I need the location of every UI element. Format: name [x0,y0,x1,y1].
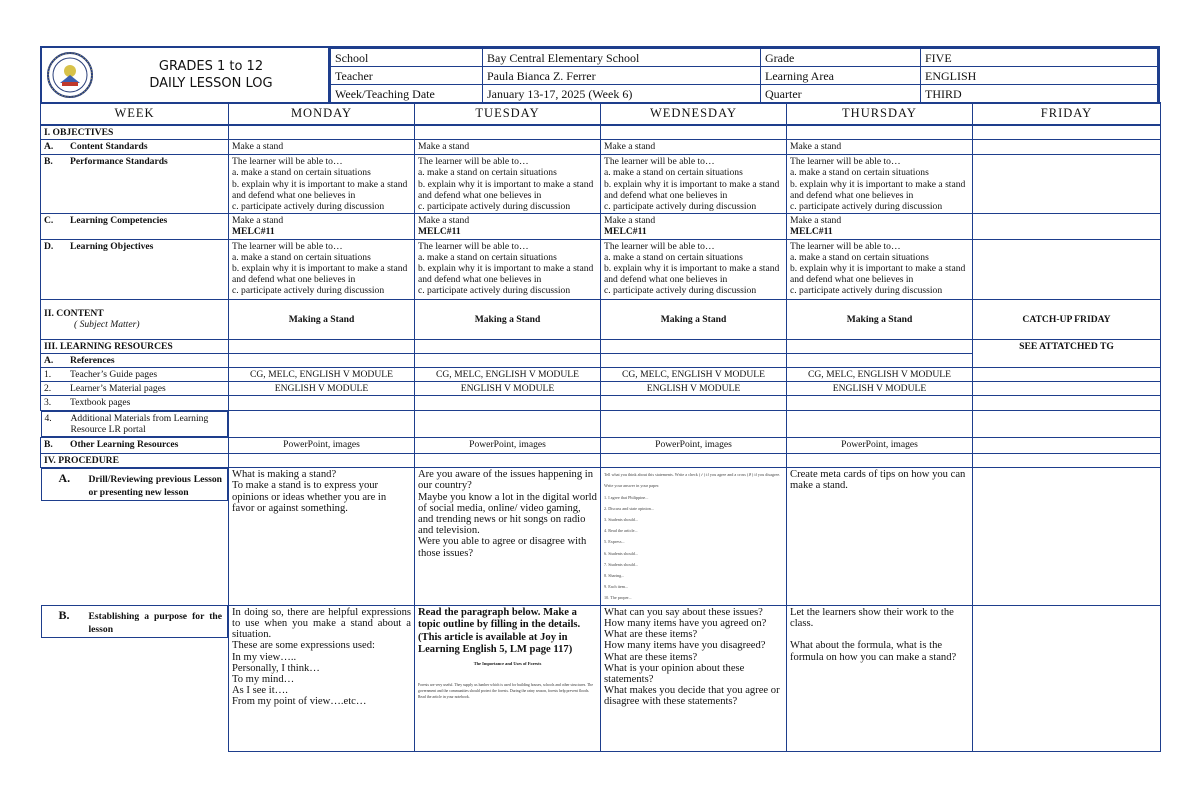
school-label: School [331,49,483,67]
cell-line: b. explain why it is important to make a stand and defend what one believes in [604,263,780,286]
log-title [94,58,328,92]
lm-ref: ENGLISH V MODULE [601,382,787,396]
other-resources-row [41,438,1161,454]
melc-code: MELC#11 [232,226,275,238]
friday-resources: SEE ATTATCHED TG [973,339,1161,367]
cell-line: The learner will be able to… [232,240,343,252]
row-letter: B. [58,608,70,623]
melc-code: MELC#11 [790,226,833,238]
date-label: Week/Teaching Date [331,85,483,103]
cell-line: a. make a stand on certain situations [418,251,557,263]
cell-line: c. participate actively during discussion [418,285,571,297]
textbook-row: 3. Textbook pages [41,396,1161,410]
cell-line: a. make a stand on certain situations [790,167,929,179]
cell-line: b. explain why it is important to make a stand and defend what one believes in [418,178,594,201]
cell-line: b. explain why it is important to make a stand and defend what one believes in [604,178,780,201]
learning-objectives-row [41,239,1161,299]
title-line-2: DAILY LESSON LOG [149,76,273,91]
content-topic: Making a Stand [601,299,787,339]
col-thursday: THURSDAY [787,103,973,125]
col-wednesday: WEDNESDAY [601,103,787,125]
drill-tuesday: Are you aware of the issues happening in our country? Maybe you know a lot in the digital world of social media, online/ video gaming, and trending news or hit songs on radio and television. Were you able to agree or disagree with those issues? [415,468,601,605]
row-letter: B. [44,439,53,451]
cell-line: Make a stand [604,215,656,227]
cell-line: a. make a stand on certain situations [418,167,557,179]
tg-label: Teacher’s Guide pages [70,369,158,381]
daily-lesson-log [40,46,1160,752]
content-standards-row [41,140,1161,155]
purpose-row [41,605,1161,751]
resources-row [41,339,1161,353]
cell-line: a. make a stand on certain situations [604,167,743,179]
cell-line: Make a stand [418,215,470,227]
lm-ref: ENGLISH V MODULE [229,382,415,396]
col-tuesday: TUESDAY [415,103,601,125]
cell-line: b. explain why it is important to make a stand and defend what one believes in [232,178,408,201]
learning-objectives-label: Learning Objectives [70,240,154,252]
cell-text: Make a stand [787,140,973,155]
tg-row: 1. Teacher’s Guide pages CG, MELC, ENGLISH V MODULE CG, MELC, ENGLISH V MODULE CG, MELC, ENGLISH V MODULE CG, MELC, ENGLISH V MODULE [41,368,1161,382]
melc-code: MELC#11 [418,226,461,238]
quarter-label: Quarter [761,85,921,103]
content-topic: Making a Stand [787,299,973,339]
procedure-row [41,454,1161,468]
cell-line: The learner will be able to… [604,240,715,252]
cell-line: b. explain why it is important to make a stand and defend what one believes in [418,263,594,286]
col-monday: MONDAY [229,103,415,125]
lm-label: Learner’s Material pages [70,383,166,395]
area-value: ENGLISH [921,67,1158,85]
cell-line: The learner will be able to… [604,156,715,168]
tg-ref: CG, MELC, ENGLISH V MODULE [787,368,973,382]
cell-line: c. participate actively during discussion [790,285,943,297]
catch-up-friday: CATCH-UP FRIDAY [973,299,1161,339]
grade-value: FIVE [921,49,1158,67]
competencies-label: Learning Competencies [70,215,168,227]
cell-text: Make a stand [601,140,787,155]
lm-ref: ENGLISH V MODULE [415,382,601,396]
cell-line: b. explain why it is important to make a stand and defend what one believes in [790,263,966,286]
title-line-1: GRADES 1 to 12 [158,59,264,74]
lm-row: 2. Learner’s Material pages ENGLISH V MODULE ENGLISH V MODULE ENGLISH V MODULE ENGLISH V MODULE [41,382,1161,396]
teacher-label: Teacher [331,67,483,85]
cell-line: b. explain why it is important to make a stand and defend what one believes in [790,178,966,201]
grade-label: Grade [761,49,921,67]
content-heading: II. CONTENT [44,307,104,319]
teacher-value: Paula Bianca Z. Ferrer [483,67,761,85]
article-body: Forests are very useful. They supply us lumber which is used for building houses, schools and other structures. The government and the communities should protect the forests. During the rainy season, forests help prevent floods. Read the article in your notebook. [418,683,594,700]
references-label: References [70,354,115,366]
purpose-wednesday: What can you say about these issues? How many items have you agreed on? What are these items? How many items have you disagreed? What are these items? What is your opinion about these statements? What makes you decide that you agree or disagree with these statements? [601,605,787,751]
procedure-heading: IV. PROCEDURE [41,454,229,468]
row-letter: D. [44,240,54,252]
purpose-label: Establishing a purpose for the lesson [88,611,222,636]
cell-line: c. participate actively during discussion [418,201,571,213]
content-standards-label: Content Standards [70,141,148,153]
area-label: Learning Area [761,67,921,85]
purpose-tuesday-instruction: Read the paragraph below. Make a topic outline by filling in the details. (This article is available at Joy in Learning English 5, LM page 117) [418,606,581,656]
cell-line: Make a stand [232,215,284,227]
cell-line: a. make a stand on certain situations [232,167,371,179]
drill-monday: What is making a stand? To make a stand is to express your opinions or ideas whether you are in favor or against something. [229,468,415,605]
other-ref: PowerPoint, images [229,438,415,454]
content-topic: Making a Stand [415,299,601,339]
tg-ref: CG, MELC, ENGLISH V MODULE [601,368,787,382]
performance-standards-row [41,155,1161,214]
row-letter: C. [44,215,54,227]
row-letter: A. [44,141,54,153]
cell-line: c. participate actively during discussion [604,201,757,213]
cell-line: c. participate actively during discussion [232,285,385,297]
col-week: WEEK [41,103,229,125]
header-info-table [330,48,1158,103]
row-letter: A. [44,354,54,366]
cell-line: c. participate actively during discussion [604,285,757,297]
subject-matter-label: ( Subject Matter) [74,319,140,331]
row-letter: A. [58,471,71,486]
drill-thursday: Create meta cards of tips on how you can make a stand. [787,468,973,605]
cell-line: a. make a stand on certain situations [232,251,371,263]
drill-row [41,468,1161,605]
cell-line: The learner will be able to… [418,156,529,168]
quarter-value: THIRD [921,85,1158,103]
content-topic: Making a Stand [229,299,415,339]
melc-code: MELC#11 [604,226,647,238]
header [40,46,1160,102]
cell-text: Make a stand [229,140,415,155]
deped-seal-icon [46,51,94,99]
resources-heading: III. LEARNING RESOURCES [41,339,229,353]
cell-line: a. make a stand on certain situations [604,251,743,263]
other-ref: PowerPoint, images [787,438,973,454]
days-row [41,103,1161,125]
objectives-row [41,125,1161,140]
competencies-row [41,214,1161,239]
additional-label: Additional Materials from Learning Resource LR portal [70,412,209,435]
drill-label: Drill/Reviewing previous Lesson or presenting new lesson [88,474,222,499]
logo-cell [42,48,330,102]
cell-line: c. participate actively during discussion [790,201,943,213]
row-letter: B. [44,156,53,168]
tg-ref: CG, MELC, ENGLISH V MODULE [415,368,601,382]
cell-line: The learner will be able to… [790,156,901,168]
lesson-table [40,102,1161,752]
col-friday: FRIDAY [973,103,1161,125]
textbook-label: Textbook pages [70,397,131,409]
additional-row: 4. Additional Materials from Learning Resource LR portal [41,410,1161,437]
article-title: The Importance and Uses of Forests [473,661,542,667]
tg-ref: CG, MELC, ENGLISH V MODULE [229,368,415,382]
performance-standards-label: Performance Standards [70,156,168,168]
drill-wednesday-worksheet: Tell what you think about this statements. Write a check (✓) if you agree and a cross (✗) if you disagree. Write your answer in your paper. 1. I agree that Philippine... 2. Discuss and state opinion... 3. Students should... 4. Read the article... 5. Express... 6. Students should... 7. Students should... 8. Sharing... 9. Each item... 10. The proper... [601,468,787,605]
cell-line: b. explain why it is important to make a stand and defend what one believes in [232,263,408,286]
objectives-heading: I. OBJECTIVES [41,125,229,140]
purpose-thursday: Let the learners show their work to the class. What about the formula, what is the formula on how you can make a stand? [787,605,973,751]
cell-line: Make a stand [790,215,842,227]
content-row [41,299,1161,339]
other-ref: PowerPoint, images [601,438,787,454]
lm-ref: ENGLISH V MODULE [787,382,973,396]
cell-line: The learner will be able to… [790,240,901,252]
other-label: Other Learning Resources [70,439,179,451]
cell-line: The learner will be able to… [418,240,529,252]
cell-line: The learner will be able to… [232,156,343,168]
date-value: January 13-17, 2025 (Week 6) [483,85,761,103]
cell-line: c. participate actively during discussion [232,201,385,213]
other-ref: PowerPoint, images [415,438,601,454]
cell-line: a. make a stand on certain situations [790,251,929,263]
cell-text: Make a stand [415,140,601,155]
school-value: Bay Central Elementary School [483,49,761,67]
purpose-monday: In doing so, there are helpful expressions to use when you make a stand about a situation. These are some expressions used: In my view….. Personally, I think… To my mind… As I see it…. From my point of view….etc… [229,605,415,751]
